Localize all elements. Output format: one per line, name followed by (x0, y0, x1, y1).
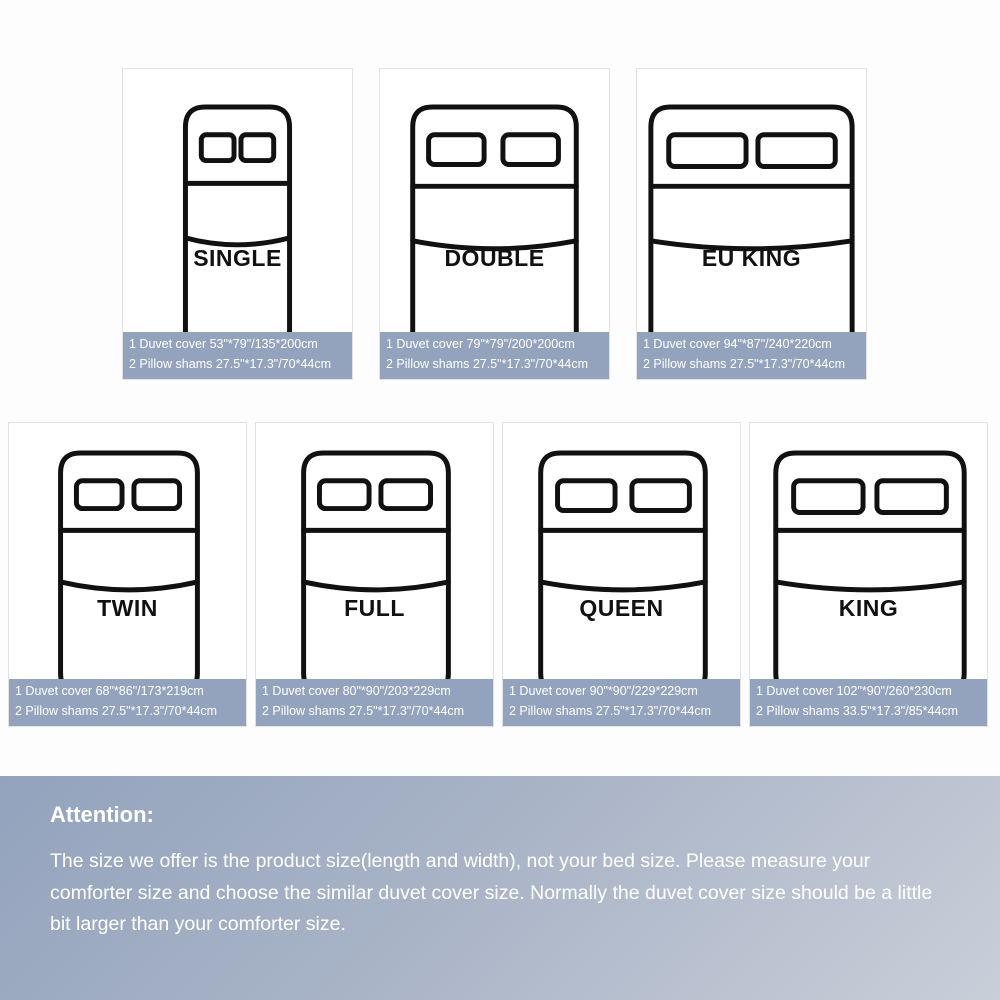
pillow-spec: 2 Pillow shams 27.5"*17.3"/70*44cm (386, 356, 589, 371)
size-specs (380, 332, 609, 379)
pillow-spec: 2 Pillow shams 27.5"*17.3"/70*44cm (15, 703, 218, 718)
duvet-spec: 1 Duvet cover 53"*79"/135*200cm (129, 337, 318, 352)
size-specs (256, 679, 493, 726)
size-specs (123, 332, 352, 379)
pillow-spec: 2 Pillow shams 27.5"*17.3"/70*44cm (129, 356, 332, 371)
bed-size-label: EU KING (701, 245, 802, 271)
duvet-spec: 1 Duvet cover 94"*87"/240*220cm (643, 337, 832, 352)
bed-size-label: SINGLE (193, 245, 282, 271)
size-card-queen[interactable] (502, 422, 741, 727)
size-card-row-top (122, 68, 867, 380)
size-card-full[interactable] (255, 422, 494, 727)
size-specs (503, 679, 740, 726)
pillow-spec: 2 Pillow shams 33.5"*17.3"/85*44cm (756, 703, 959, 718)
pillow-spec: 2 Pillow shams 27.5"*17.3"/70*44cm (643, 356, 846, 371)
pillow-spec: 2 Pillow shams 27.5"*17.3"/70*44cm (509, 703, 712, 718)
pillow-spec: 2 Pillow shams 27.5"*17.3"/70*44cm (262, 703, 465, 718)
size-specs (9, 679, 246, 726)
size-specs (750, 679, 987, 726)
duvet-spec: 1 Duvet cover 68"*86"/173*219cm (15, 684, 204, 699)
bed-size-label: TWIN (97, 595, 158, 621)
attention-body: The size we offer is the product size(length and width), not your bed size. Please measure your comforter size and choose the similar duvet cover size. Normally the duvet cover size should be a little bit larger than your comforter size. (50, 850, 933, 936)
bed-size-label: DOUBLE (444, 245, 545, 271)
size-card-king[interactable] (749, 422, 988, 727)
duvet-spec: 1 Duvet cover 102"*90"/260*230cm (756, 684, 952, 699)
duvet-spec: 1 Duvet cover 79"*79"/200*200cm (386, 337, 575, 352)
size-card-eu-king[interactable] (636, 68, 867, 380)
bed-size-label: FULL (344, 595, 405, 621)
bed-size-label: KING (838, 595, 899, 621)
duvet-spec: 1 Duvet cover 90"*90"/229*229cm (509, 684, 698, 699)
attention-panel (0, 776, 1000, 1000)
bed-size-label: QUEEN (579, 595, 664, 621)
size-specs (637, 332, 866, 379)
size-card-twin[interactable] (8, 422, 247, 727)
size-card-row-bottom (8, 422, 988, 727)
size-card-double[interactable] (379, 68, 610, 380)
attention-title: Attention: (50, 802, 154, 827)
size-card-single[interactable] (122, 68, 353, 380)
duvet-spec: 1 Duvet cover 80"*90"/203*229cm (262, 684, 451, 699)
